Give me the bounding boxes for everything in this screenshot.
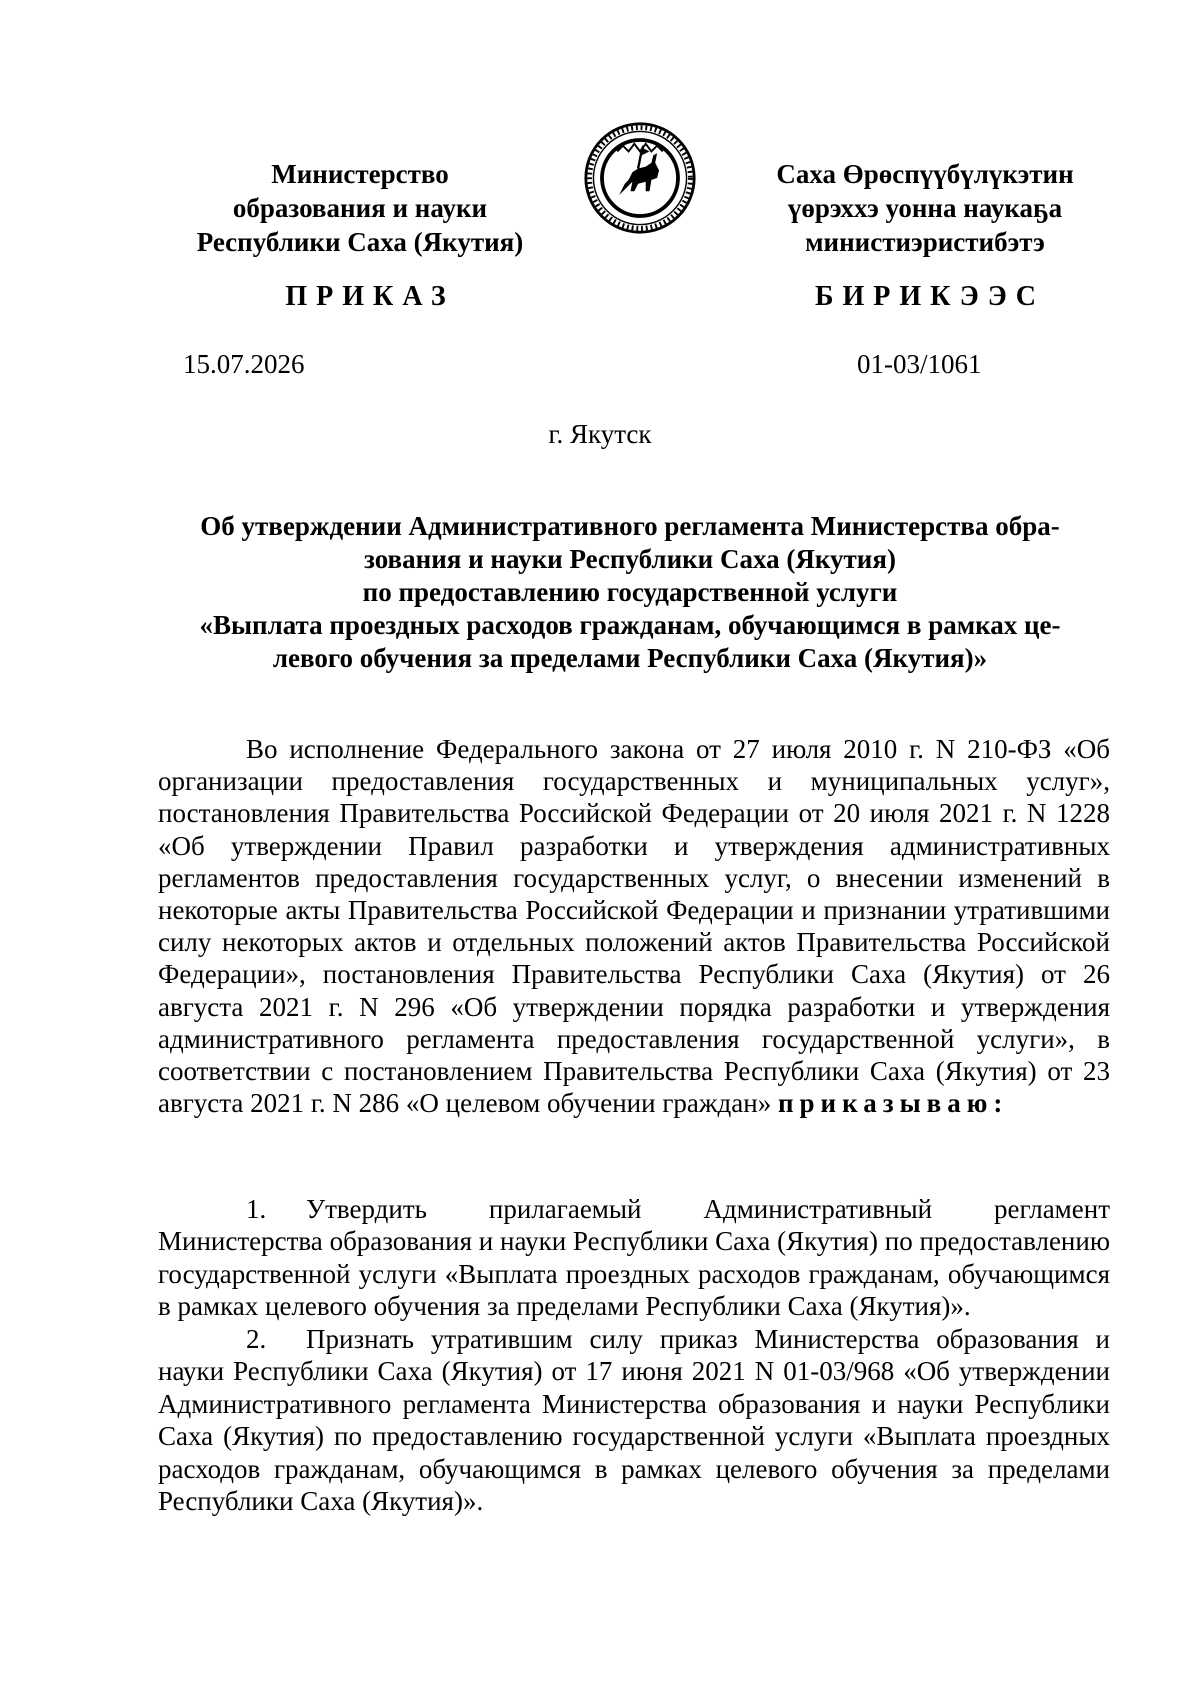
title-line: по предоставлению государственной услуги: [362, 577, 898, 607]
item-number: 2.: [246, 1324, 267, 1354]
order-word: приказываю:: [777, 1088, 1009, 1119]
item-number: 1.: [246, 1194, 267, 1224]
title-line: зования и науки Республики Саха (Якутия): [364, 544, 896, 574]
document-type-russian: ПРИКАЗ: [285, 281, 455, 312]
item-text: Признать утратившим силу приказ Министерства образования и науки Республики Саха (Якутия) от 17 июня 2021 N 01-03/968 «Об утверждении Административного регламента Министерства образования и науки Республики Саха (Якутия) по предоставлению государственной услуги «Выплата проездных расходов гражданам, обучающимся в рамках целевого обучения за пределами Республики Саха (Якутия)».: [158, 1324, 1110, 1517]
coat-of-arms-icon: [583, 121, 697, 235]
ministry-name-line: Республики Саха (Якутия): [196, 227, 524, 257]
ministry-name-line: Министерство: [271, 159, 449, 189]
order-item: [158, 1323, 1110, 1517]
preamble-text: Во исполнение Федерального закона от 27 июля 2010 г. N 210-ФЗ «Об организации предоставления государственных и муниципальных услуг», постановления Правительства Российской Федерации от 20 июля 2021 г. N 1228 «Об утверждении Правил разработки и утверждения административных регламентов предоставления государственных услуг, о внесении изменений в некоторые акты Правительства Российской Федерации и признании утратившими силу некоторых актов и отдельных положений актов Правительства Российской Федерации», постановления Правительства Республики Саха (Якутия) от 26 августа 2021 г. N 296 «Об утверждении порядка разработки и утверждения административного регламента предоставления государственной услуги», в соответствии с постановлением Правительства Республики Саха (Якутия) от 23 августа 2021 г. N 286 «О целевом обучении граждан»: [158, 734, 1110, 1119]
document-number: 01-03/1061: [857, 349, 982, 379]
order-item: [158, 1193, 1110, 1323]
title-line: Об утверждении Административного регламента Министерства обра-: [200, 511, 1060, 541]
preamble-paragraph: [158, 733, 1110, 1119]
item-text: Утвердить прилагаемый Административный регламент Министерства образования и науки Республики Саха (Якутия) по предоставлению государственной услуги «Выплата проездных расходов гражданам, обучающимся в рамках целевого обучения за пределами Республики Саха (Якутия)».: [158, 1194, 1110, 1322]
ministry-name-line: Саха Өрөспүүбүлүкэтин: [776, 159, 1074, 189]
document-title: [170, 510, 1090, 675]
document-date: 15.07.2026: [183, 349, 305, 379]
ministry-name-line: образования и науки: [232, 193, 488, 223]
ministry-name-russian: [160, 157, 560, 259]
ministry-name-line: министиэристибэтэ: [805, 227, 1045, 257]
document-type-sakha: БИРИКЭЭС: [814, 281, 1046, 312]
title-line: левого обучения за пределами Республики Саха (Якутия)»: [272, 643, 988, 673]
document-city: г. Якутск: [548, 419, 652, 449]
ministry-name-line: үөрэххэ уонна наукаҕа: [787, 193, 1063, 223]
ministry-name-sakha: [740, 157, 1110, 259]
title-line: «Выплата проездных расходов гражданам, обучающимся в рамках це-: [199, 610, 1061, 640]
